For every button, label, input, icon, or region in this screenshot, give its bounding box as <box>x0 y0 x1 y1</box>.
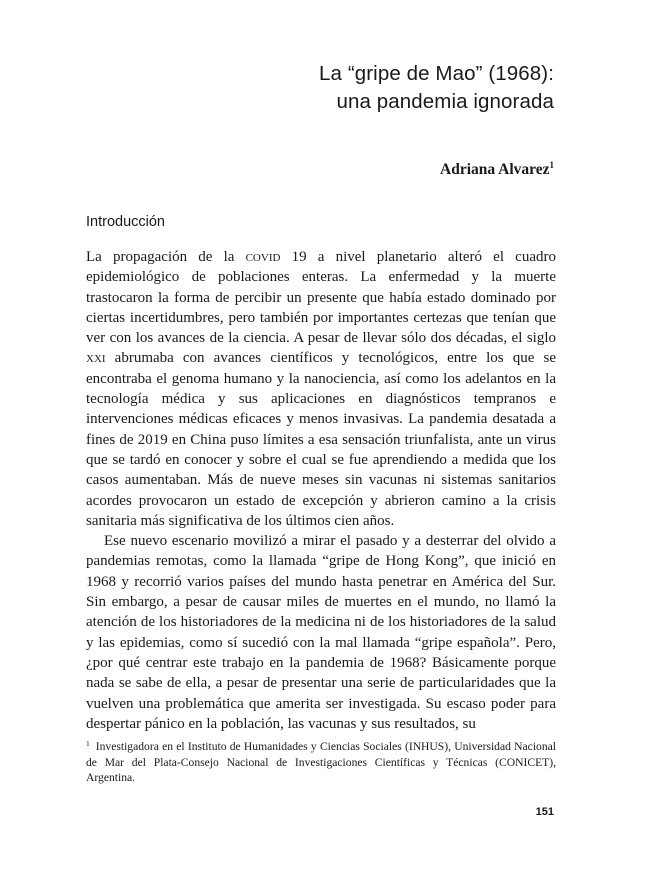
paragraph-1 <box>86 247 556 531</box>
paragraph-2: Ese nuevo escenario movilizó a mirar el pasado y a desterrar del olvido a pandemias remotas, como la llamada “gripe de Hong Kong”, que inició en 1968 y recorrió varios países del mundo hasta penetrar en América del Sur. Sin embargo, a pesar de causar miles de muertes en el mundo, no llamó la atención de los historiadores de la medicina ni de los historiadores de la salud y las epidemias, como sí sucedió con la mal llamada “gripe española”. Pero, ¿por qué centrar este trabajo en la pandemia de 1968? Básicamente porque nada se sabe de ella, a pesar de presentar una serie de particularidades que la vuelven una problemática que amerita ser investigada. Su escaso poder para despertar pánico en la población, las vacunas y sus resultados, su <box>86 533 556 732</box>
author-footnote-marker: 1 <box>549 160 554 170</box>
footnote <box>86 736 556 786</box>
chapter-title <box>319 60 554 116</box>
page-number: 151 <box>535 806 554 818</box>
body-text <box>86 247 556 734</box>
century-small-caps: xxi <box>86 350 106 367</box>
paragraph-1-part-3: abrumaba con avances científicos y tecnológicos, entre los que se encontraba el genoma humano y la nanociencia, así como los adelantos en la tecnología médica y sus aplicaciones en diagnósticos tempranos e intervenciones médicas eficaces y menos invasivas. La pandemia desatada a fines de 2019 en China puso límites a esa sensación triunfalista, ante un virus que se tardó en conocer y sobre el cual se fue aprendiendo a medida que los casos aumentaban. Más de nueve meses sin vacunas ni sistemas sanitarios acordes provocaron un estado de excepción y abrieron camino a la crisis sanitaria más significativa de los últimos cien años. <box>86 350 556 529</box>
author-name <box>440 160 554 179</box>
footnote-marker: 1 <box>86 739 90 748</box>
chapter-title-line-1: La “gripe de Mao” (1968): <box>319 62 554 85</box>
section-heading: Introducción <box>86 214 165 230</box>
paragraph-1-part-2: 19 a nivel planetario alteró el cuadro epidemiológico de poblaciones enteras. La enfermedad y la muerte trastocaron la forma de percibir un presente que había estado dominado por ciertas incertidumbres, pero también por importantes certezas que tenían que ver con los avances de la ciencia. A pesar de llevar sólo dos décadas, el siglo <box>86 249 556 347</box>
footnote-text: Investigadora en el Instituto de Humanidades y Ciencias Sociales (INHUS), Universidad Nacional de Mar del Plata-Consejo Nacional de Investigaciones Científicas y Técnicas (CONICET), Argentina. <box>86 740 556 784</box>
paragraph-1-part-1: La propagación de la <box>86 249 246 265</box>
covid-small-caps: covid <box>245 249 281 265</box>
chapter-title-line-2: una pandemia ignorada <box>336 90 554 113</box>
author-name-text: Adriana Alvarez <box>440 161 550 178</box>
